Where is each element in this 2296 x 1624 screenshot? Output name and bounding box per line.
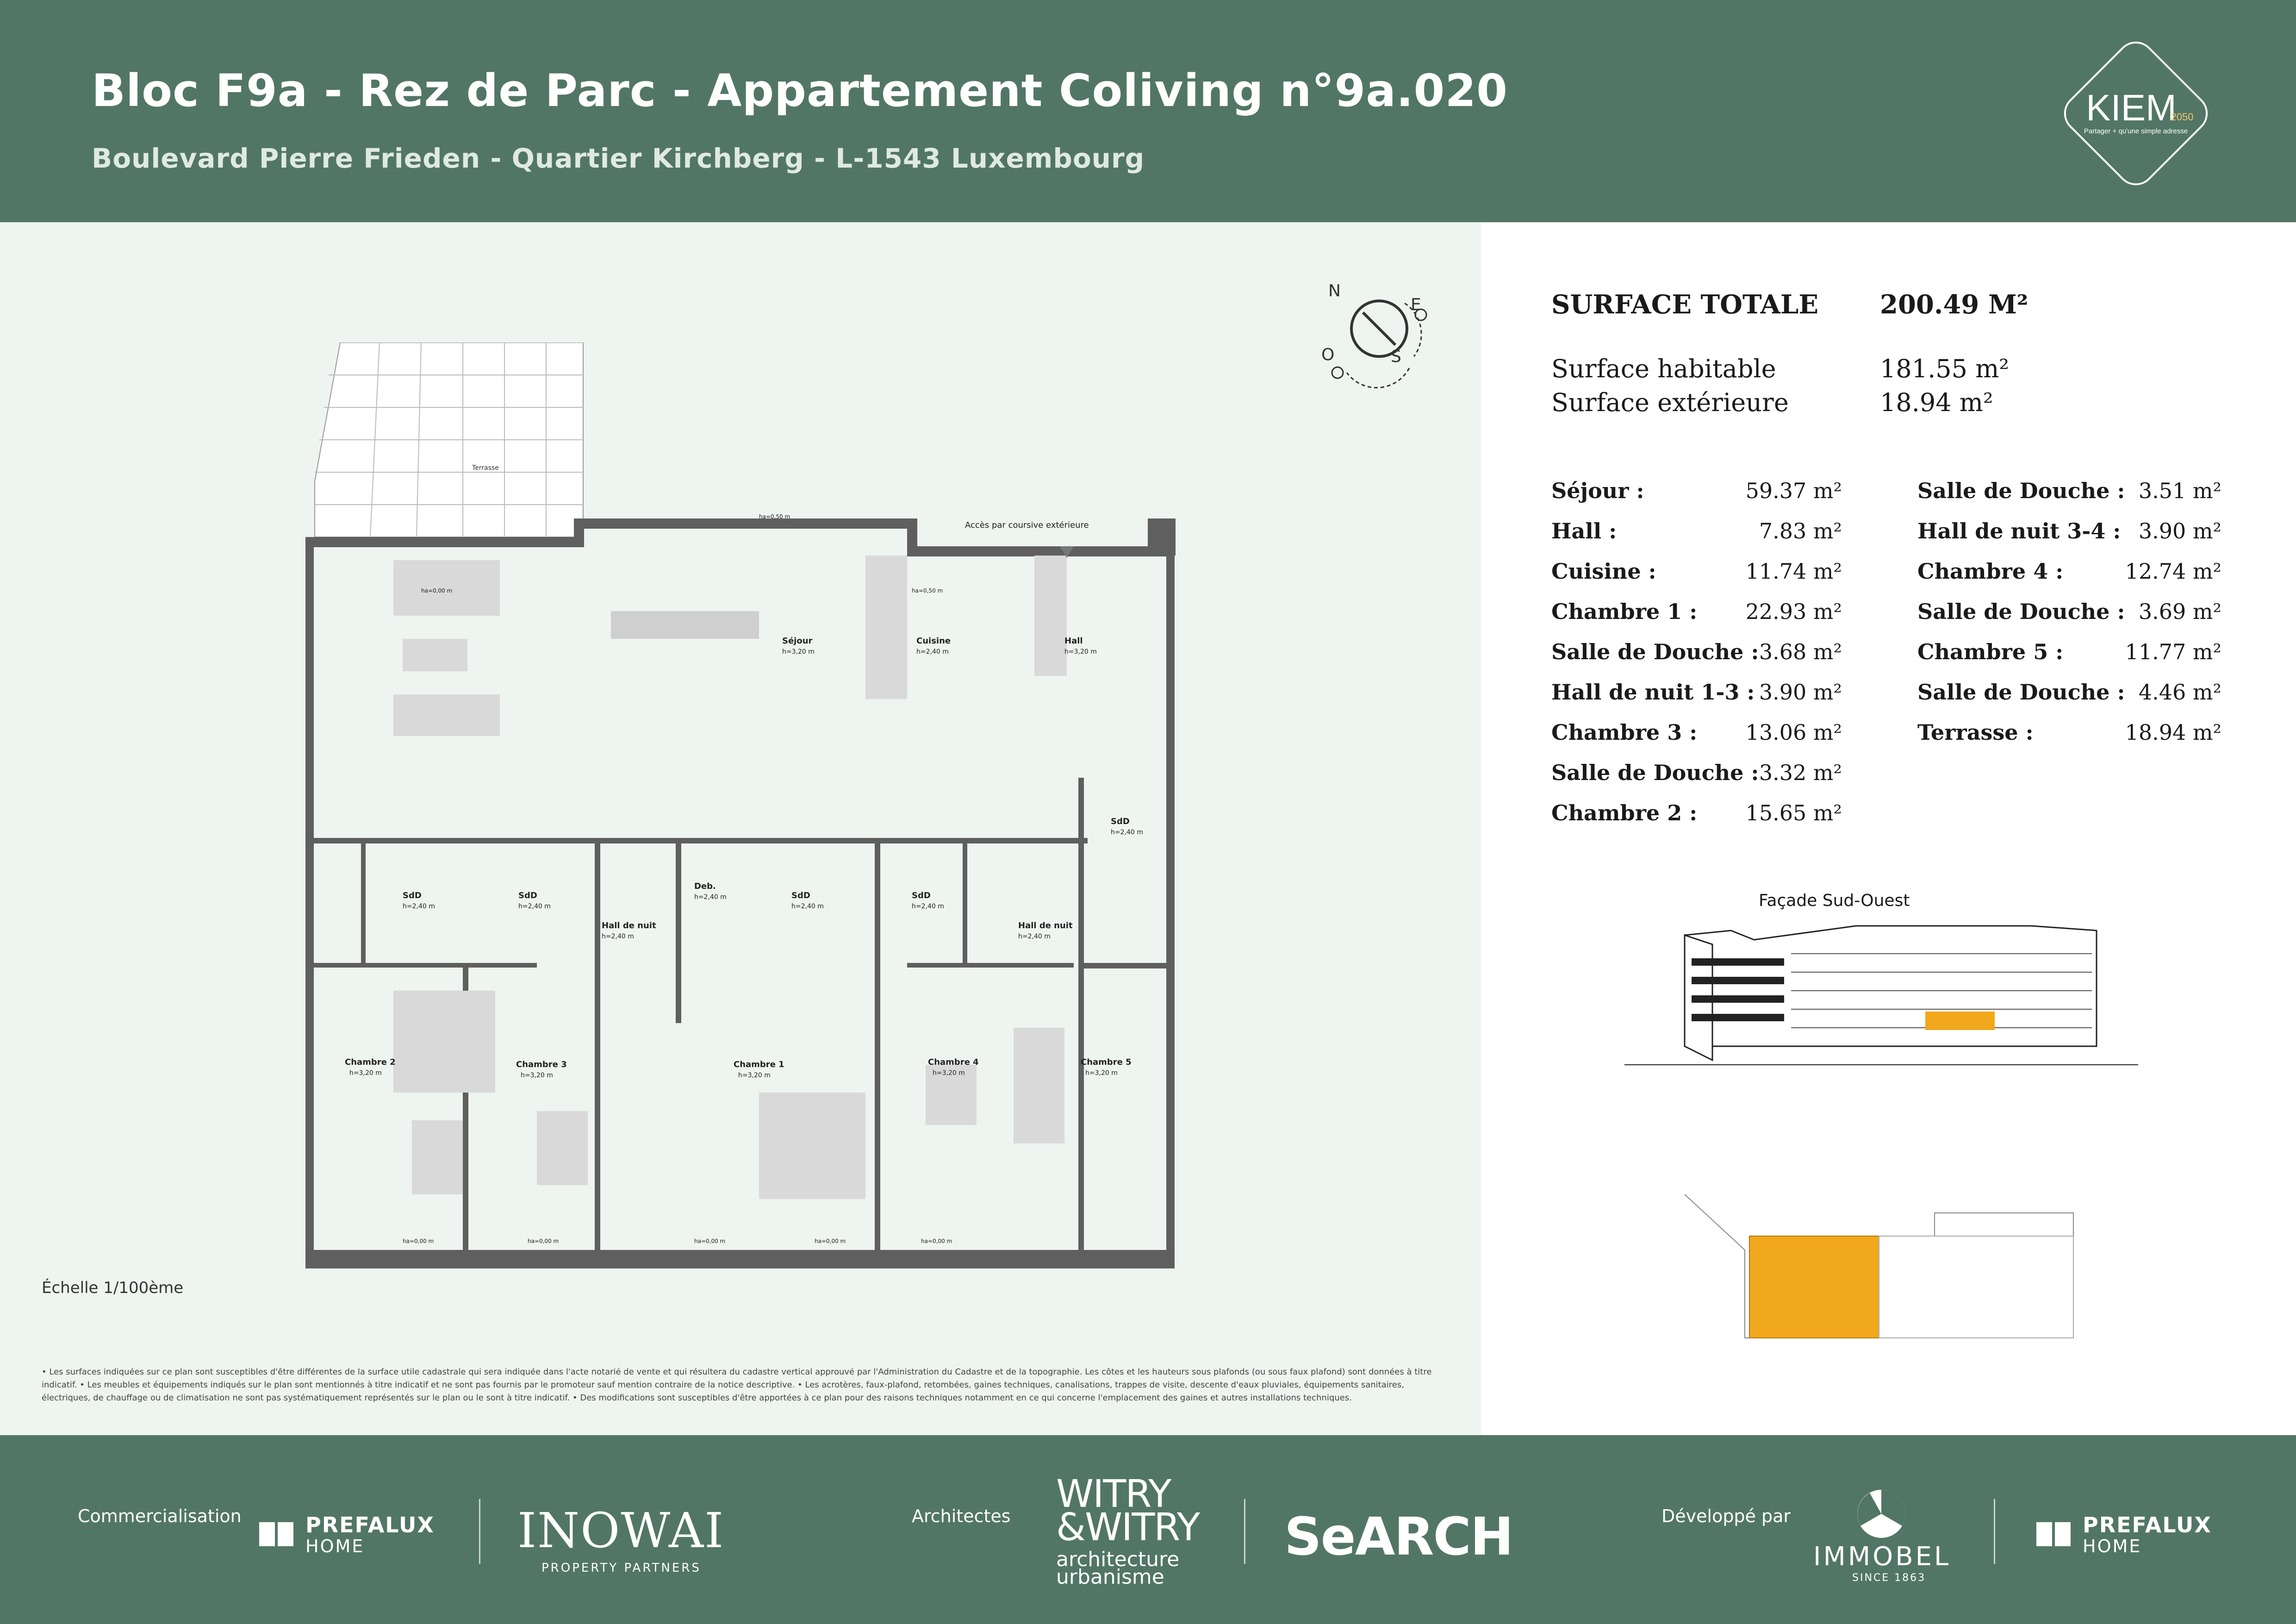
sun-west-icon — [1332, 367, 1343, 378]
room-surface-value: 13.06 m² — [1745, 720, 1842, 745]
room-surface-label: Chambre 3 : — [1551, 720, 1698, 745]
witry-sub-1: architecture — [1056, 1548, 1180, 1571]
scale-label: Échelle 1/100ème — [42, 1279, 184, 1297]
svg-text:h=2,40 m: h=2,40 m — [403, 903, 435, 910]
room-surface-label: Terrasse : — [1917, 720, 2034, 745]
room-surface-value: 15.65 m² — [1745, 800, 1842, 825]
room-surface-value: 3.51 m² — [2138, 478, 2221, 503]
room-surface-label: Séjour : — [1551, 478, 1644, 503]
room-label-chambre-3: Chambre 3 — [516, 1060, 567, 1069]
svg-text:h=3,20 m: h=3,20 m — [521, 1072, 553, 1079]
room-label-chambre-1: Chambre 1 — [734, 1060, 784, 1069]
room-label-sdd-3: SdD — [791, 891, 810, 900]
room-surface-label: Hall de nuit 3-4 : — [1917, 518, 2121, 543]
room-surface-label: Salle de Douche : — [1551, 639, 1759, 664]
page-title: Bloc F9a - Rez de Parc - Appartement Coliving n°9a.020 — [92, 65, 1508, 117]
room-surface-label: Hall : — [1551, 518, 1617, 543]
room-surface-value: 3.32 m² — [1759, 760, 1842, 785]
svg-text:ha=0,00 m: ha=0,00 m — [421, 587, 453, 594]
immobel-sub: SINCE 1863 — [1852, 1572, 1926, 1584]
svg-text:h=3,20 m: h=3,20 m — [933, 1069, 965, 1077]
kiem-logo-name: KIEM — [2086, 87, 2177, 128]
room-label-sdd-1: SdD — [403, 891, 422, 900]
room-label-chambre-2: Chambre 2 — [345, 1057, 396, 1067]
svg-text:ha=0,00 m: ha=0,00 m — [694, 1238, 726, 1244]
svg-text:h=3,20 m: h=3,20 m — [738, 1072, 771, 1079]
room-label-chambre-5: Chambre 5 — [1081, 1057, 1132, 1067]
room-surface-label: Salle de Douche : — [1551, 760, 1759, 785]
access-label: Accès par coursive extérieure — [965, 520, 1089, 530]
room-surface-label: Salle de Douche : — [1917, 599, 2125, 624]
prefalux-logo-2 — [2036, 1513, 2212, 1555]
surface-total-value: 200.49 M² — [1880, 289, 2028, 320]
compass-rose — [1310, 259, 1449, 398]
svg-text:h=3,20 m: h=3,20 m — [782, 648, 815, 656]
room-surface-value: 3.90 m² — [1759, 680, 1842, 705]
svg-text:h=2,40 m: h=2,40 m — [791, 903, 824, 910]
svg-text:h=3,20 m: h=3,20 m — [1085, 1069, 1118, 1077]
svg-text:ha=0,50 m: ha=0,50 m — [912, 587, 943, 594]
svg-text:ha=0,00 m: ha=0,00 m — [815, 1238, 846, 1244]
svg-text:ha=0,00 m: ha=0,00 m — [921, 1238, 952, 1244]
svg-text:h=2,40 m: h=2,40 m — [1111, 829, 1143, 836]
kiem-logo-tagline: Partager + qu'une simple adresse — [2084, 127, 2188, 135]
floor-plan-drawing — [296, 343, 1222, 1278]
compass-n: N — [1328, 281, 1341, 300]
prefalux-name: PREFALUX — [2083, 1512, 2212, 1537]
room-label-hall-de-nuit-1: Hall de nuit — [602, 921, 656, 931]
svg-text:h=2,40 m: h=2,40 m — [518, 903, 551, 910]
key-plan-drawing — [1675, 1185, 2092, 1361]
room-surface-label: Cuisine : — [1551, 559, 1656, 584]
key-plan-unit-highlight — [1749, 1236, 1879, 1338]
immobel-logo-icon — [1854, 1486, 1909, 1542]
prefalux-sub: HOME — [2083, 1536, 2142, 1556]
developpe-par-label: Développé par — [1661, 1506, 1791, 1526]
room-surface-value: 59.37 m² — [1745, 478, 1842, 503]
room-surface-label: Chambre 1 : — [1551, 599, 1698, 624]
svg-text:ha=0,00 m: ha=0,00 m — [528, 1238, 559, 1244]
svg-text:h=3,20 m: h=3,20 m — [1064, 648, 1097, 656]
surface-total-label: SURFACE TOTALE — [1551, 289, 1819, 320]
inowai-sub: PROPERTY PARTNERS — [541, 1561, 701, 1575]
room-surface-value: 4.46 m² — [2138, 680, 2221, 705]
facade-drawing — [1615, 917, 2147, 1083]
svg-text:h=2,40 m: h=2,40 m — [602, 933, 634, 940]
terrace-area — [315, 343, 583, 537]
room-surface-label: Salle de Douche : — [1917, 680, 2125, 705]
room-label-deb: Deb. — [694, 881, 716, 891]
svg-text:ha=0,00 m: ha=0,00 m — [403, 1238, 434, 1244]
witry-name-2: &WITRY — [1056, 1505, 1200, 1549]
surface-habitable-label: Surface habitable — [1551, 354, 1776, 383]
svg-text:h=2,40 m: h=2,40 m — [1018, 933, 1051, 940]
surface-exterieure-label: Surface extérieure — [1551, 388, 1789, 417]
room-surface-label: Chambre 4 : — [1917, 559, 2064, 584]
header-band — [0, 0, 2296, 222]
compass-s: S — [1391, 347, 1401, 366]
room-surface-label: Chambre 2 : — [1551, 800, 1698, 825]
compass-o: O — [1321, 345, 1335, 364]
footer-divider — [479, 1499, 480, 1564]
svg-text:h=2,40 m: h=2,40 m — [912, 903, 944, 910]
page-subtitle: Boulevard Pierre Frieden - Quartier Kirchberg - L-1543 Luxembourg — [92, 143, 1145, 174]
architectes-label: Architectes — [912, 1506, 1011, 1526]
room-surface-value: 3.69 m² — [2138, 599, 2221, 624]
room-label-sejour: Séjour — [782, 636, 813, 646]
room-surface-value: 3.90 m² — [2138, 518, 2221, 543]
room-surface-value: 12.74 m² — [2125, 559, 2221, 584]
room-surface-value: 22.93 m² — [1745, 599, 1842, 624]
room-surface-value: 18.94 m² — [2125, 720, 2221, 745]
room-surface-label: Chambre 5 : — [1917, 639, 2064, 664]
room-surface-value: 3.68 m² — [1759, 639, 1842, 664]
room-label-chambre-4: Chambre 4 — [928, 1057, 979, 1067]
footer-divider — [1244, 1499, 1245, 1564]
prefalux-sub: HOME — [305, 1536, 365, 1556]
room-label-sdd-4: SdD — [912, 891, 931, 900]
svg-text:h=2,40 m: h=2,40 m — [694, 893, 727, 901]
witry-sub-2: urbanisme — [1056, 1565, 1164, 1589]
room-label-sdd-2: SdD — [518, 891, 537, 900]
room-label-hall: Hall — [1064, 636, 1083, 646]
room-label-cuisine: Cuisine — [916, 636, 951, 646]
prefalux-logo-1 — [259, 1513, 435, 1555]
immobel-name: IMMOBEL — [1813, 1542, 1951, 1572]
search-logo: SeARCH — [1284, 1507, 1513, 1567]
room-surface-label: Salle de Douche : — [1917, 478, 2125, 503]
kiem-logo — [2043, 21, 2228, 206]
commercialisation-label: Commercialisation — [78, 1506, 242, 1526]
compass-e: E — [1411, 295, 1421, 314]
terrace-label: Terrasse — [472, 464, 499, 472]
witry-sub — [1056, 1548, 1180, 1589]
room-surface-label: Hall de nuit 1-3 : — [1551, 680, 1755, 705]
facade-unit-highlight — [1925, 1012, 1995, 1030]
witry-name-1: WITRY — [1056, 1472, 1171, 1516]
witry-logo — [1056, 1472, 1200, 1549]
disclaimer: • Les surfaces indiquées sur ce plan sont susceptibles d'être différentes de la surface utile cadastrale qui sera indiquée dans l'acte notarié de vente et qui résultera du cadastre vertical approuvé par l'Administration du Cadastre et de la topographie. Les côtes et les hauteurs sous plafonds (ou sous faux plafond) sont données à titre indicatif. • Les meubles et équipements indiqués sur le plan sont mentionnés à titre indicatif et ne sont pas fournis par le promoteur sauf mention contraire de la notice descriptive. • Les acrotères, faux-plafond, retombées, gaines techniques, canalisations, trappes de visite, descente d'eaux pluviales, équipements sanitaires, électriques, de chauffage ou de climatisation ne sont pas systématiquement représentés sur le plan ou le sont à titre indicatif. • Des modifications sont susceptibles d'être apportées à ce plan pour des raisons techniques notamment en ce qui concerne l'emplacement des gaines et autres installations techniques. — [42, 1367, 1432, 1403]
room-surface-value: 11.77 m² — [2125, 639, 2221, 664]
compass-needle — [1363, 312, 1395, 345]
room-surface-value: 11.74 m² — [1745, 559, 1842, 584]
surface-habitable-value: 181.55 m² — [1880, 354, 2009, 383]
surface-exterieure-value: 18.94 m² — [1880, 388, 1993, 417]
svg-text:h=3,20 m: h=3,20 m — [349, 1069, 382, 1077]
svg-text:h=2,40 m: h=2,40 m — [916, 648, 949, 656]
room-surface-value: 7.83 m² — [1759, 518, 1842, 543]
footer-divider — [1994, 1499, 1995, 1564]
room-label-hall-de-nuit-2: Hall de nuit — [1018, 921, 1073, 931]
facade-title: Façade Sud-Ouest — [1759, 891, 1910, 910]
inowai-logo: INOWAI — [517, 1502, 725, 1559]
prefalux-name: PREFALUX — [305, 1512, 435, 1537]
room-label-sdd-5: SdD — [1111, 817, 1130, 826]
kiem-logo-year: 2050 — [2171, 111, 2194, 123]
svg-text:ha=0,50 m: ha=0,50 m — [759, 513, 790, 520]
